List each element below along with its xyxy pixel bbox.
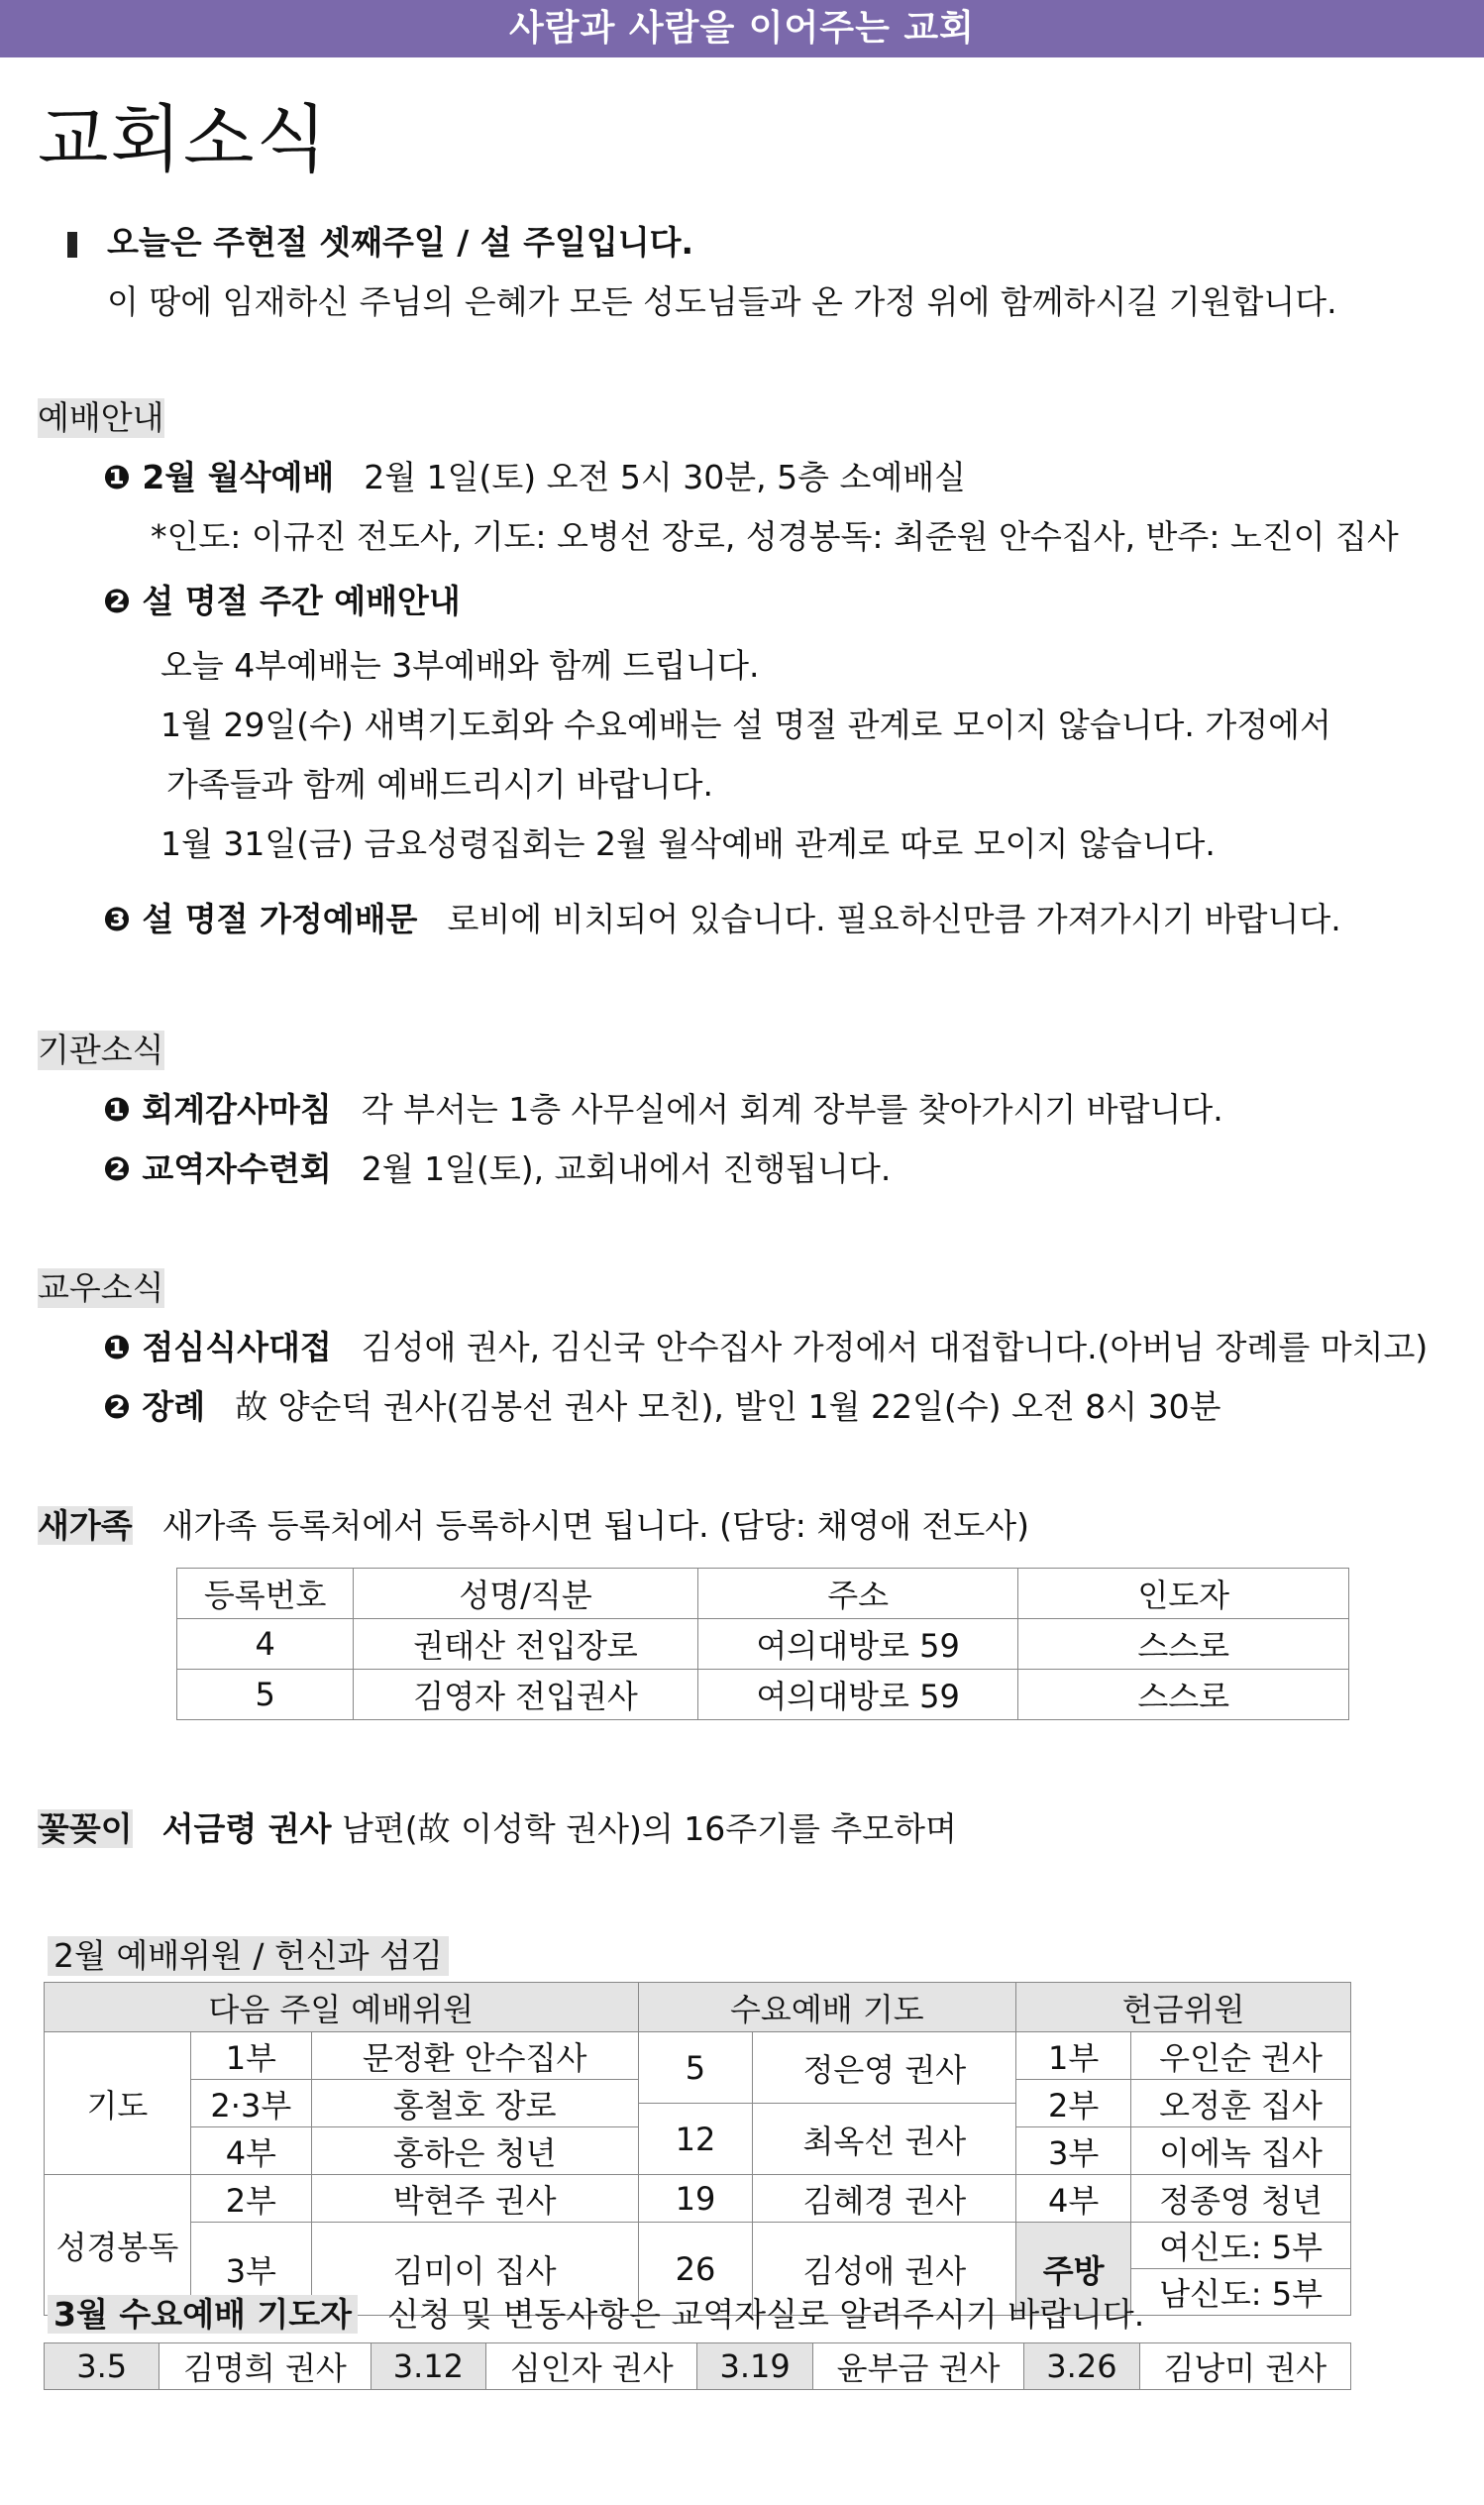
flowers-heading: 꽃꽂이	[38, 1809, 133, 1848]
march-heading: 3월 수요예배 기도자	[48, 2295, 358, 2334]
members-heading: 교우소식	[38, 1268, 164, 1307]
table-header-row	[45, 1983, 1351, 2032]
march-note: 신청 및 변동사항은 교역자실로 알려주시기 바랍니다.	[386, 2295, 1145, 2334]
cell: 우인순 권사	[1131, 2032, 1351, 2080]
org-heading: 기관소식	[38, 1031, 164, 1069]
worship-item2-line1: 오늘 4부예배는 3부예배와 함께 드립니다.	[160, 646, 760, 685]
greeting-line1: 오늘은 주현절 셋째주일 / 설 주일입니다.	[107, 223, 694, 262]
col-header: 성명/직분	[354, 1569, 698, 1619]
flowers-text: 남편(故 이성학 권사)의 16주기를 추모하며	[342, 1809, 957, 1848]
cell: 오정훈 집사	[1131, 2080, 1351, 2127]
march-table	[44, 2342, 1351, 2390]
org-item2	[103, 1149, 891, 1189]
newfamily-heading: 새가족	[38, 1506, 133, 1545]
members-item2	[103, 1387, 1220, 1427]
cell: 스스로	[1018, 1619, 1349, 1670]
col-header: 다음 주일 예배위원	[45, 1983, 639, 2032]
cell: 2·3부	[190, 2080, 311, 2127]
cell: 12	[638, 2104, 753, 2175]
members-item1	[103, 1328, 1428, 1367]
cell: 3부	[1016, 2127, 1131, 2175]
cell: 김낭미 권사	[1139, 2343, 1350, 2390]
worship-item1-text: 2월 1일(토) 오전 5시 30분, 5층 소예배실	[364, 458, 966, 496]
cell: 김영자 전입권사	[354, 1670, 698, 1720]
cell: 심인자 권사	[486, 2343, 697, 2390]
flowers-name: 서금령 권사	[161, 1809, 332, 1848]
cell: 김성애 권사	[753, 2223, 1016, 2316]
cell: 4	[177, 1619, 354, 1670]
worship-item1-title: ❶ 2월 월삭예배	[103, 458, 335, 496]
cell: 홍하은 청년	[311, 2127, 638, 2175]
worship-item2-line3: 가족들과 함께 예배드리시기 바랍니다.	[166, 765, 714, 804]
cell: 김혜경 권사	[753, 2175, 1016, 2223]
org-item2-text: 2월 1일(토), 교회내에서 진행됩니다.	[361, 1149, 892, 1188]
cell: 1부	[1016, 2032, 1131, 2080]
table-row	[45, 2175, 1351, 2199]
col-header: 인도자	[1018, 1569, 1349, 1619]
page-title: 교회소식	[38, 97, 329, 182]
feb-heading: 2월 예배위원 / 헌신과 섬김	[48, 1936, 449, 1976]
org-item1	[103, 1090, 1223, 1130]
org-item1-text: 각 부서는 1층 사무실에서 회계 장부를 찾아가시기 바랍니다.	[361, 1090, 1223, 1129]
members-item1-title: ❶ 점심식사대접	[103, 1328, 332, 1366]
cell: 3.12	[371, 2343, 486, 2390]
worship-item2-line2: 1월 29일(수) 새벽기도회와 수요예배는 설 명절 관계로 모이지 않습니다. 가정에서	[160, 706, 1331, 744]
cell: 3.19	[697, 2343, 813, 2390]
members-item1-text: 김성애 권사, 김신국 안수집사 가정에서 대접합니다.(아버님 장례를 마치고)	[361, 1328, 1429, 1366]
cell: 이에녹 집사	[1131, 2127, 1351, 2175]
row-label: 주방	[1016, 2223, 1131, 2316]
table-row	[45, 2343, 1351, 2390]
worship-item2-title: ❷ 설 명절 주간 예배안내	[103, 582, 461, 620]
worship-item3-text: 로비에 비치되어 있습니다. 필요하신만큼 가져가시기 바랍니다.	[447, 900, 1341, 938]
cell: 권태산 전입장로	[354, 1619, 698, 1670]
cell: 스스로	[1018, 1670, 1349, 1720]
cell: 여신도: 5부	[1131, 2223, 1351, 2269]
greeting-line2: 이 땅에 임재하신 주님의 은혜가 모든 성도님들과 온 가정 위에 함께하시길 기원합니다.	[107, 282, 1337, 321]
cell: 2부	[190, 2175, 311, 2223]
cell: 남신도: 5부	[1131, 2269, 1351, 2316]
cell: 정은영 권사	[753, 2032, 1016, 2104]
table-row	[177, 1619, 1349, 1670]
cell: 김명희 권사	[159, 2343, 371, 2390]
cell: 박현주 권사	[311, 2175, 638, 2223]
row-label: 성경봉독	[45, 2175, 191, 2316]
banner: 사람과 사람을 이어주는 교회	[0, 0, 1484, 57]
cell: 윤부금 권사	[812, 2343, 1023, 2390]
cell: 여의대방로 59	[697, 1670, 1018, 1720]
members-item2-text: 故 양순덕 권사(김봉선 권사 모친), 발인 1월 22일(수) 오전 8시 30분	[235, 1387, 1221, 1426]
col-header: 수요예배 기도	[638, 1983, 1016, 2032]
table-header-row	[177, 1569, 1349, 1619]
col-header: 헌금위원	[1016, 1983, 1351, 2032]
bullet-bar	[67, 232, 77, 258]
worship-heading: 예배안내	[38, 398, 164, 437]
cell: 3.5	[45, 2343, 159, 2390]
cell: 김미이 집사	[311, 2223, 638, 2316]
cell: 3.26	[1024, 2343, 1140, 2390]
cell: 4부	[190, 2127, 311, 2175]
cell: 5	[177, 1670, 354, 1720]
worship-item3	[103, 900, 1341, 939]
worship-item1	[103, 458, 966, 497]
cell: 3부	[190, 2223, 311, 2316]
row-label: 기도	[45, 2032, 191, 2175]
worship-item1-sub: *인도: 이규진 전도사, 기도: 오병선 장로, 성경봉독: 최준원 안수집사, 반주: 노진이 집사	[151, 517, 1399, 556]
feb-schedule-table	[44, 1982, 1351, 2316]
cell: 여의대방로 59	[697, 1619, 1018, 1670]
col-header: 주소	[697, 1569, 1018, 1619]
cell: 홍철호 장로	[311, 2080, 638, 2127]
members-item2-title: ❷ 장례	[103, 1387, 206, 1426]
flowers-line	[38, 1809, 957, 1849]
cell: 정종영 청년	[1131, 2175, 1351, 2223]
table-row	[45, 2032, 1351, 2056]
worship-item3-title: ❸ 설 명절 가정예배문	[103, 900, 418, 938]
cell: 최옥선 권사	[753, 2104, 1016, 2175]
table-row	[177, 1670, 1349, 1720]
col-header: 등록번호	[177, 1569, 354, 1619]
cell: 2부	[1016, 2080, 1131, 2127]
cell: 1부	[190, 2032, 311, 2080]
newfamily-text: 새가족 등록처에서 등록하시면 됩니다. (담당: 채영애 전도사)	[161, 1506, 1030, 1545]
newfamily-table	[176, 1568, 1349, 1720]
cell: 5	[638, 2032, 753, 2104]
table-row	[45, 2223, 1351, 2269]
org-item1-title: ❶ 회계감사마침	[103, 1090, 332, 1129]
cell: 19	[638, 2175, 753, 2223]
newfamily-line	[38, 1506, 1029, 1546]
cell: 4부	[1016, 2175, 1131, 2223]
cell: 문정환 안수집사	[311, 2032, 638, 2080]
worship-item2-line4: 1월 31일(금) 금요성령집회는 2월 월삭예배 관계로 따로 모이지 않습니다.	[160, 824, 1216, 863]
org-item2-title: ❷ 교역자수련회	[103, 1149, 332, 1188]
march-line	[48, 2295, 1144, 2335]
cell: 26	[638, 2223, 753, 2316]
